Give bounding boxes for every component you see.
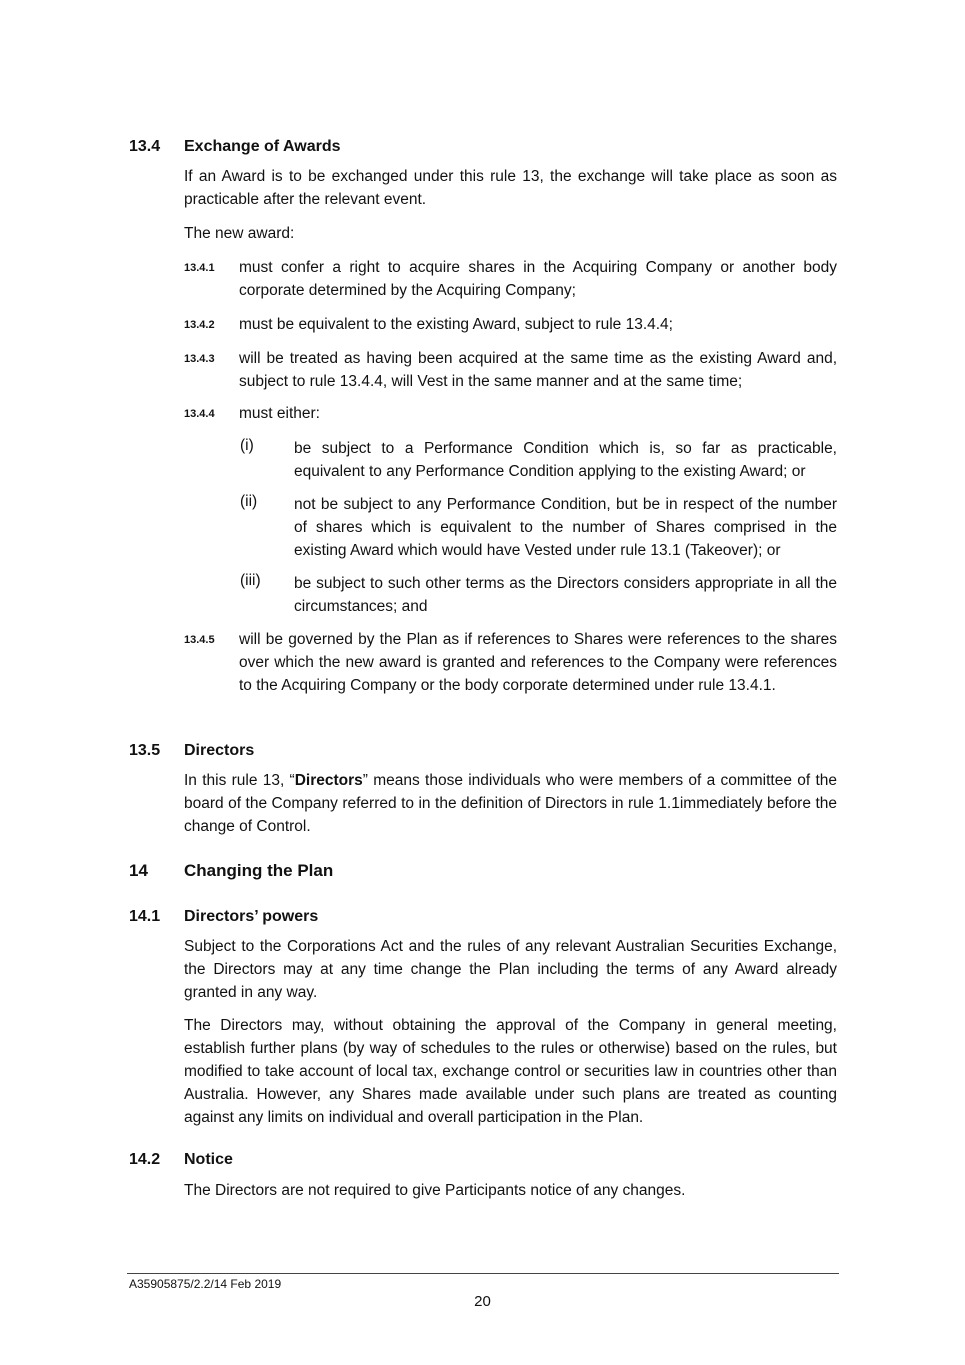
footer-document-reference: A35905875/2.2/14 Feb 2019: [129, 1277, 282, 1291]
clause-13-4-5-text: will be governed by the Plan as if references to Shares were references to the shares over which the new award is granted and references to the Company were references to the Acquiring Company or the body corporate determined under rule 13.4.1.: [239, 631, 837, 694]
section-14-1-number: 14.1: [129, 908, 161, 925]
definition-text-before: In this rule 13, “: [184, 772, 295, 789]
section-13-5-heading: Directors: [184, 742, 255, 759]
footer-divider: [127, 1273, 839, 1274]
subclause-ii-text: not be subject to any Performance Condition, but be in respect of the number of shares which is equivalent to the number of Shares comprised in the existing Award which would have Vested under rule 13.1 (Takeover); or: [294, 496, 837, 559]
subclause-i-text: be subject to a Performance Condition which is, so far as practicable, equivalent to any Performance Condition applying to the existing Award; or: [294, 440, 837, 480]
section-14-2-number: 14.2: [129, 1151, 161, 1168]
section-14-2-paragraph: The Directors are not required to give Participants notice of any changes.: [184, 1182, 686, 1199]
clause-13-4-1-number: 13.4.1: [184, 262, 215, 274]
section-14-2-heading: Notice: [184, 1151, 233, 1168]
page-number: 20: [474, 1293, 491, 1310]
defined-term: Directors: [294, 772, 363, 789]
section-13-4-paragraph-1: If an Award is to be exchanged under this rule 13, the exchange will take place as soon as practicable after the relevant event.: [184, 168, 837, 208]
section-14-1-paragraph-1: Subject to the Corporations Act and the rules of any relevant Australian Securities Exchange, the Directors may at any time change the Plan including the terms of any Award already granted in any way.: [184, 938, 837, 1001]
section-14-number: 14: [129, 861, 148, 880]
section-14-1-heading: Directors’ powers: [184, 908, 319, 925]
subclause-ii-number: (ii): [240, 493, 258, 510]
section-13-4-paragraph-2: The new award:: [184, 225, 295, 242]
section-13-4-heading: Exchange of Awards: [184, 138, 341, 155]
section-13-5-paragraph: [184, 769, 837, 838]
subclause-iii-number: (iii): [240, 572, 261, 589]
clause-13-4-1-text: must confer a right to acquire shares in the Acquiring Company or another body corporate determined by the Acquiring Company;: [239, 259, 837, 299]
section-14-heading: Changing the Plan: [184, 861, 334, 880]
clause-13-4-4-text: must either:: [239, 405, 320, 422]
clause-13-4-3-text: will be treated as having been acquired at the same time as the existing Award and, subject to rule 13.4.4, will Vest in the same manner and at the same time;: [239, 350, 837, 390]
clause-13-4-4-number: 13.4.4: [184, 408, 215, 420]
section-14-1-paragraph-2: The Directors may, without obtaining the approval of the Company in general meeting, establish further plans (by way of schedules to the rules or otherwise) based on the rules, but modified to take account of local tax, exchange control or securities law in countries other than Australia. However, any Shares made available under such plans are treated as counting against any limits on individual and overall participation in the Plan.: [184, 1017, 837, 1126]
clause-13-4-2-number: 13.4.2: [184, 319, 215, 331]
clause-13-4-3-number: 13.4.3: [184, 353, 215, 365]
subclause-iii-text: be subject to such other terms as the Directors considers appropriate in all the circumstances; and: [294, 575, 837, 615]
section-13-5-number: 13.5: [129, 742, 161, 759]
clause-13-4-5-number: 13.4.5: [184, 634, 215, 646]
definition-text-after: ” means those individuals who were members of a committee of the board of the Company referred to in the definition of Directors in rule 1.1immediately before the change of Control.: [184, 772, 837, 835]
subclause-i-number: (i): [240, 437, 254, 454]
clause-13-4-2-text: must be equivalent to the existing Award, subject to rule 13.4.4;: [239, 316, 673, 333]
section-13-4-number: 13.4: [129, 138, 161, 155]
